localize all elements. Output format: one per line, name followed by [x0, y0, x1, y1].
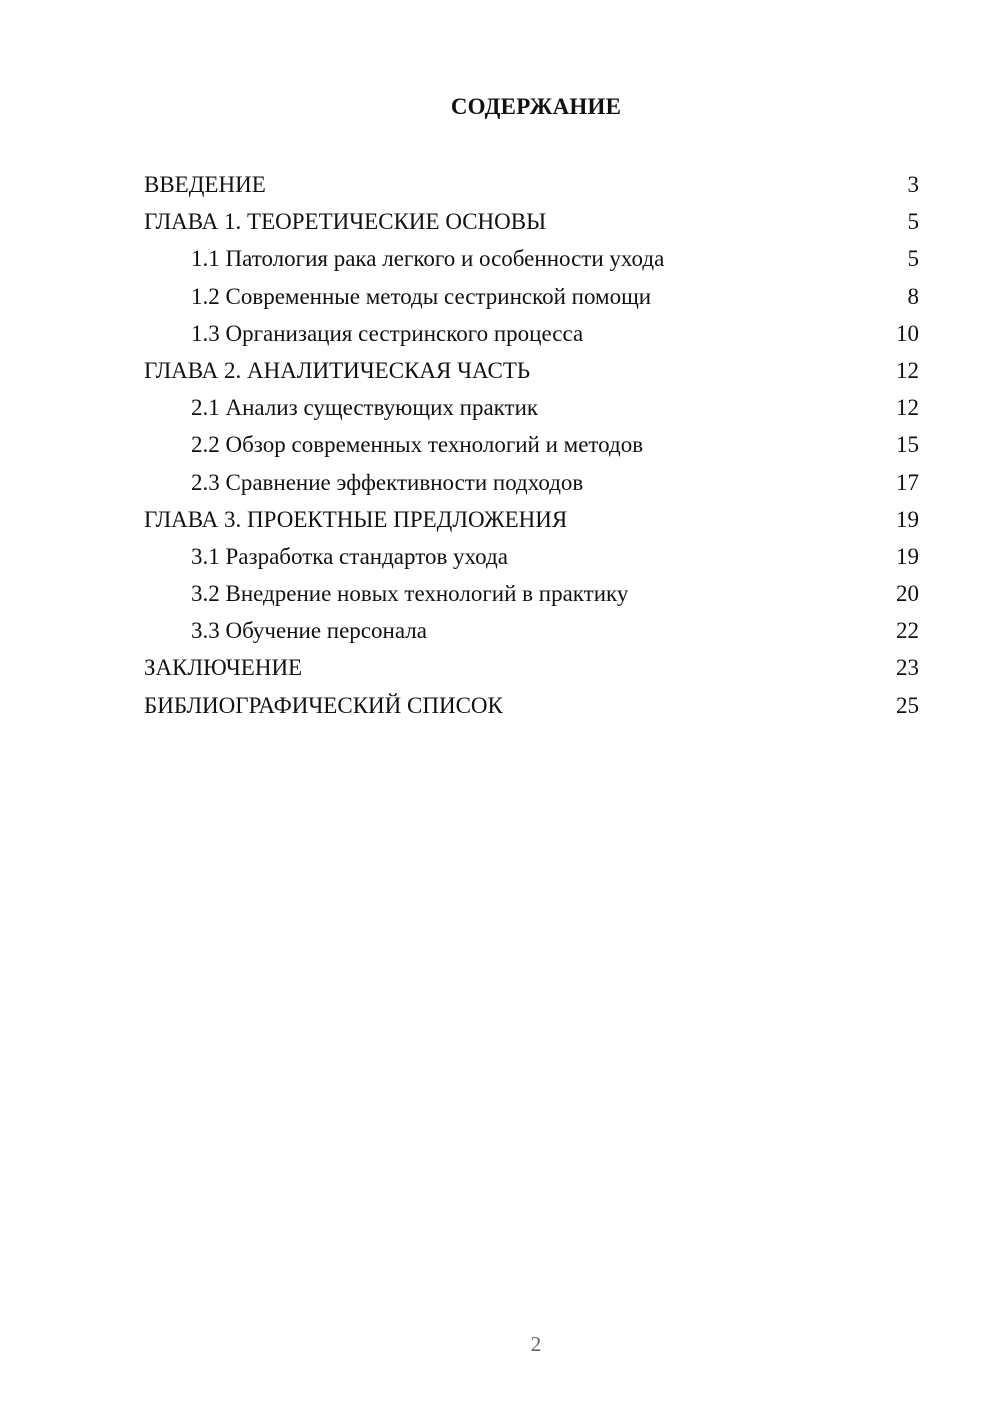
toc-entry-page: 19 — [896, 506, 919, 532]
toc-entry-section-2-3 — [144, 464, 919, 501]
toc-entry-section-2-1 — [144, 389, 919, 426]
toc-title: СОДЕРЖАНИЕ — [450, 94, 622, 119]
toc-entry-chapter-2 — [144, 352, 919, 389]
toc-entry-page: 23 — [896, 655, 919, 681]
toc-entry-page: 15 — [896, 432, 919, 458]
toc-entry-label: ЗАКЛЮЧЕНИЕ — [144, 655, 303, 681]
toc-entry-label: 3.2 Внедрение новых технологий в практику — [191, 581, 629, 607]
toc-entry-label: 2.3 Сравнение эффективности подходов — [191, 469, 584, 495]
toc-entry-label: БИБЛИОГРАФИЧЕСКИЙ СПИСОК — [144, 692, 503, 718]
toc-entry-page: 10 — [896, 320, 919, 346]
toc-entry-chapter-3 — [144, 501, 919, 538]
toc-entry-page: 3 — [907, 172, 919, 197]
toc-entry-page: 19 — [896, 543, 919, 569]
toc-entry-label: 3.1 Разработка стандартов ухода — [191, 543, 508, 569]
toc-entry-page: 12 — [896, 395, 919, 421]
toc-entry-section-3-3 — [144, 612, 919, 649]
toc-entry-label: 2.1 Анализ существующих практик — [191, 395, 539, 421]
toc-entry-page: 22 — [896, 618, 919, 644]
toc-entry-section-2-2 — [144, 426, 919, 463]
toc-entry-conclusion — [144, 649, 919, 686]
toc-entry-chapter-1 — [144, 203, 919, 240]
toc-entry-label: 1.2 Современные методы сестринской помощи — [191, 283, 652, 309]
toc-entry-label: ВВЕДЕНИЕ — [144, 172, 266, 197]
toc-entry-bibliography — [144, 687, 919, 724]
toc-entry-section-1-3 — [144, 315, 919, 352]
toc-entry-label: 3.3 Обучение персонала — [191, 618, 427, 644]
toc-entry-page: 20 — [896, 581, 919, 607]
toc-entry-page: 25 — [896, 692, 919, 718]
toc-entry-section-3-2 — [144, 575, 919, 612]
toc-entry-section-3-1 — [144, 538, 919, 575]
toc-entry-page: 12 — [896, 357, 919, 383]
page-number: 2 — [530, 1332, 542, 1356]
toc-entry-introduction — [144, 166, 919, 203]
toc-list — [144, 166, 919, 724]
toc-entry-page: 5 — [907, 246, 919, 272]
toc-entry-label: 2.2 Обзор современных технологий и методов — [191, 432, 644, 458]
toc-entry-label: ГЛАВА 1. ТЕОРЕТИЧЕСКИЕ ОСНОВЫ — [144, 209, 547, 235]
toc-entry-label: ГЛАВА 2. АНАЛИТИЧЕСКАЯ ЧАСТЬ — [144, 357, 531, 383]
toc-entry-page: 17 — [896, 469, 919, 495]
toc-entry-label: ГЛАВА 3. ПРОЕКТНЫЕ ПРЕДЛОЖЕНИЯ — [144, 506, 568, 532]
toc-entry-label: 1.1 Патология рака легкого и особенности ухода — [191, 246, 665, 272]
toc-entry-section-1-1 — [144, 240, 919, 277]
toc-entry-label: 1.3 Организация сестринского процесса — [191, 320, 584, 346]
toc-entry-page: 8 — [907, 283, 919, 309]
toc-entry-section-1-2 — [144, 278, 919, 315]
toc-entry-page: 5 — [907, 209, 919, 235]
